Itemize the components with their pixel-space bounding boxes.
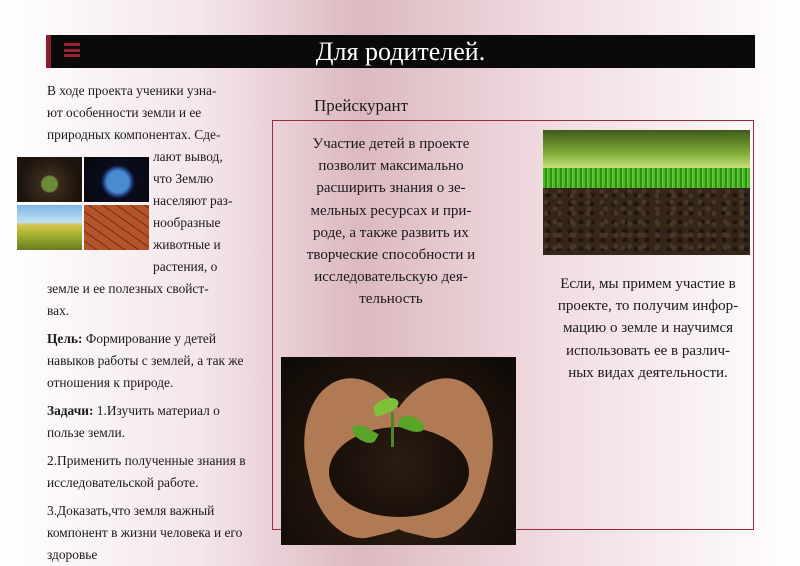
goal-label: Цель: [47, 331, 83, 346]
wrap-line: населяют раз- [153, 193, 233, 208]
grass-soil-image [543, 130, 750, 255]
text-line: роде, а также развить их [313, 224, 469, 241]
text-line: Участие детей в проекте [312, 136, 470, 152]
text-line: расширить знания о зе- [316, 180, 466, 197]
text-line: мацию о земле и научимся [562, 320, 734, 337]
participation-text [291, 133, 491, 311]
tasks-paragraph [47, 400, 247, 444]
text-line: тельность [359, 291, 423, 308]
header-bar [46, 35, 755, 68]
text-line: позволит максимально [318, 158, 464, 175]
after-line: земле и ее полезных свойст- [47, 281, 209, 296]
task-3: 3.Доказать,что земля важный компонент в жизни человека и его здоровье [47, 503, 243, 562]
text-line: ных видах деятельности. [568, 364, 728, 381]
wrap-line: животные и [153, 237, 221, 252]
hands-with-sprout-image [281, 357, 516, 545]
intro-line: В ходе проекта ученики узна- [47, 83, 217, 98]
wrap-line: что Землю [153, 171, 214, 186]
page-title: Для родителей. [315, 37, 486, 66]
goal-paragraph [47, 328, 247, 394]
intro-line: ют особенности земли и ее [47, 105, 202, 120]
text-line: исследовательскую дея- [314, 269, 468, 286]
outcome-text [533, 273, 763, 384]
text-line: мельных ресурсах и при- [310, 202, 472, 219]
wrap-line: лают вывод, [153, 149, 223, 164]
goal-text: Формирование у детей навыков работы с землей, а так же отношения к природе. [47, 331, 244, 390]
left-column-text [47, 80, 247, 566]
task-2: 2.Применить полученные знания в исследовательской работе. [47, 453, 246, 490]
after-line: вах. [47, 303, 70, 318]
section-title: Прейскурант [314, 96, 409, 115]
text-line: творческие способности и [306, 247, 476, 264]
text-line: использовать ее в различ- [565, 342, 730, 359]
tasks-label: Задачи: [47, 403, 94, 418]
intro-line: природных компонентах. Сде- [47, 127, 221, 142]
text-line: проекте, то получим инфор- [557, 298, 739, 315]
text-line: Если, мы примем участие в [560, 276, 736, 292]
wrap-line: растения, о [153, 259, 218, 274]
wrap-line: нообразные [153, 215, 221, 230]
task-1: 1.Изучить материал о пользе земли. [47, 403, 220, 440]
